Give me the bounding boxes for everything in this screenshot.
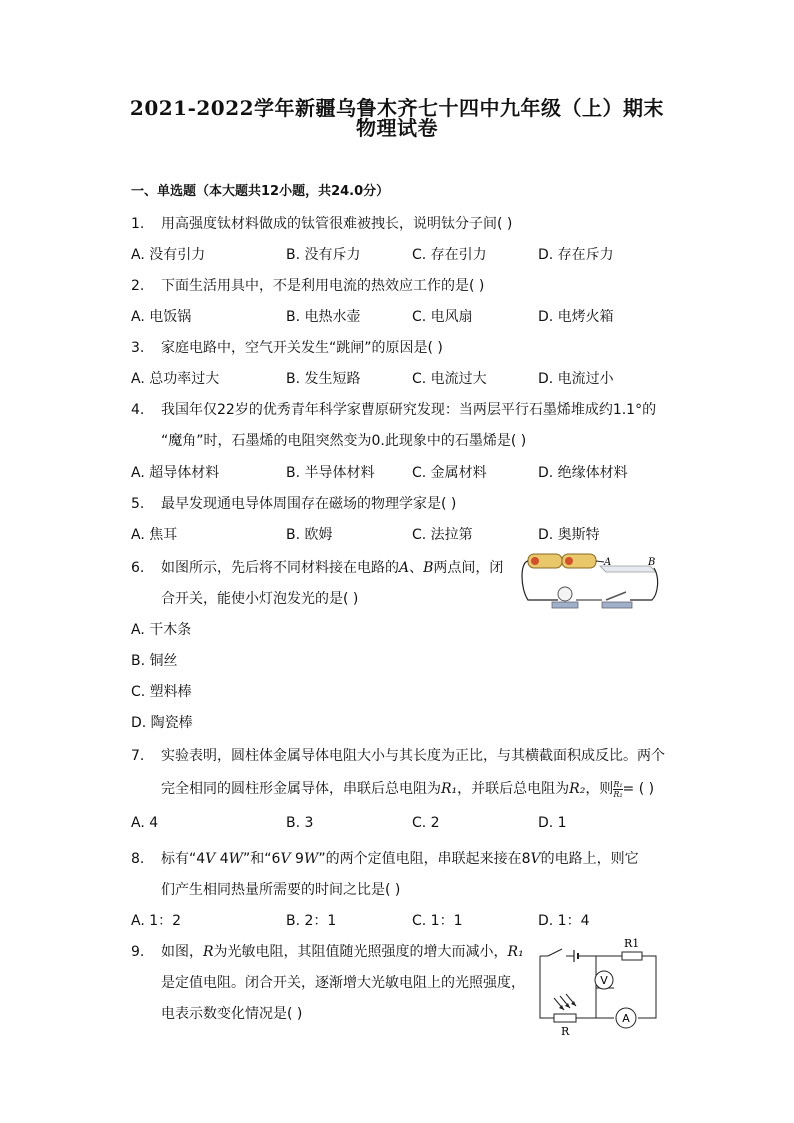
- switch-icon: [548, 949, 562, 956]
- resistor-r1: [622, 952, 642, 960]
- option-7d: D. 1: [538, 815, 567, 831]
- voltmeter-label: V: [600, 974, 608, 987]
- option-2a: A. 电饭锅: [131, 309, 192, 325]
- battery-terminal-icon: [531, 557, 539, 565]
- section-heading: 一、单选题（本大题共12小题，共24.0分）: [131, 184, 390, 199]
- option-3d: D. 电流过小: [538, 371, 614, 387]
- question-9: 9. 如图，R为光敏电阻，其阻值随光照强度的增大而减小，R₁: [131, 944, 524, 960]
- option-6b: B. 铜丝: [131, 653, 178, 669]
- point-a-label: A: [604, 557, 612, 568]
- wire-right: [630, 568, 658, 600]
- question-1: 1. 用高强度钛材料做成的钛管很难被拽长，说明钛分子间( ): [131, 216, 513, 232]
- question-8-line2: 们产生相同热量所需要的时间之比是( ): [161, 882, 401, 898]
- photoresistor-label: R: [561, 1025, 570, 1038]
- question-5: 5. 最早发现通电导体周围存在磁场的物理学家是( ): [131, 496, 457, 512]
- question-2: 2. 下面生活用具中，不是利用电流的热效应工作的是( ): [131, 278, 485, 294]
- option-1d: D. 存在斥力: [538, 247, 614, 263]
- question-9-line3: 电表示数变化情况是( ): [161, 1006, 303, 1022]
- option-8d: D. 1：4: [538, 913, 590, 929]
- option-6a: A. 干木条: [131, 622, 192, 638]
- question-6-line2: 合开关，能使小灯泡发光的是( ): [161, 591, 359, 607]
- exam-title-line1: 2021-2022学年新疆乌鲁木齐七十四中九年级（上）期末: [129, 96, 665, 120]
- question-6: 6. 如图所示，先后将不同材料接在电路的A、B两点间，闭: [131, 560, 504, 576]
- question-9-line2: 是定值电阻。闭合开关，逐渐增大光敏电阻上的光照强度，: [161, 975, 525, 991]
- option-4c: C. 金属材料: [412, 465, 487, 481]
- option-8c: C. 1：1: [412, 913, 463, 929]
- option-2b: B. 电热水壶: [286, 309, 361, 325]
- wire-top: [596, 561, 604, 562]
- option-2c: C. 电风扇: [412, 309, 473, 325]
- point-b-label: B: [648, 557, 656, 568]
- option-2d: D. 电烤火箱: [538, 309, 614, 325]
- question-7: 7. 实验表明，圆柱体金属导体电阻大小与其长度为正比，与其横截面积成反比。两个: [131, 748, 665, 764]
- option-3a: A. 总功率过大: [131, 371, 220, 387]
- option-8b: B. 2：1: [286, 913, 337, 929]
- option-7a: A. 4: [131, 815, 159, 831]
- lamp-base: [552, 602, 578, 608]
- option-7b: B. 3: [286, 815, 314, 831]
- option-4a: A. 超导体材料: [131, 465, 220, 481]
- option-5a: A. 焦耳: [131, 527, 178, 543]
- wire-left: [540, 956, 554, 1018]
- option-6c: C. 塑料棒: [131, 684, 192, 700]
- option-3b: B. 发生短路: [286, 371, 361, 387]
- wire-right: [638, 956, 656, 1018]
- option-7c: C. 2: [412, 815, 440, 831]
- question-3: 3. 家庭电路中，空气开关发生“跳闸”的原因是( ): [131, 340, 443, 356]
- circuit-figure-q6: [518, 548, 662, 614]
- question-4: 4. 我国年仅22岁的优秀青年科学家曹原研究发现：当两层平行石墨烯堆成约1.1°的: [131, 402, 657, 418]
- option-5c: C. 法拉第: [412, 527, 473, 543]
- option-4b: B. 半导体材料: [286, 465, 375, 481]
- switch-lever-icon: [606, 592, 626, 600]
- switch-base: [602, 602, 632, 608]
- question-4-line2: “魔角”时，石墨烯的电阻突然变为0.此现象中的石墨烯是( ): [161, 433, 527, 449]
- battery-terminal-icon: [565, 557, 573, 565]
- bulb-icon: [558, 587, 572, 601]
- option-4d: D. 绝缘体材料: [538, 465, 628, 481]
- question-7-line2: 完全相同的圆柱形金属导体，串联后总电阻为R₁，并联后总电阻为R₂，则 $\frac{\text{R₁}}{\text{R₂}}$ = ( ): [161, 779, 655, 799]
- option-8a: A. 1：2: [131, 913, 182, 929]
- question-8: 8. 标有“4V 4W”和“6V 9W”的两个定值电阻，串联起来接在8V的电路上，则它: [131, 851, 639, 867]
- option-1b: B. 没有斥力: [286, 247, 361, 263]
- option-1c: C. 存在引力: [412, 247, 487, 263]
- option-5b: B. 欧姆: [286, 527, 333, 543]
- option-3c: C. 电流过大: [412, 371, 487, 387]
- fraction-r1-r2: $\frac{\text{R₁}}{\text{R₂}}$: [613, 779, 623, 799]
- ammeter-label: A: [622, 1012, 630, 1025]
- option-5d: D. 奥斯特: [538, 527, 600, 543]
- photoresistor: [554, 1014, 576, 1022]
- circuit-figure-q9: [534, 934, 664, 1040]
- resistor-r1-label: R1: [624, 937, 640, 950]
- option-1a: A. 没有引力: [131, 247, 206, 263]
- exam-title-line2: 物理试卷: [356, 116, 438, 140]
- option-6d: D. 陶瓷棒: [131, 715, 193, 731]
